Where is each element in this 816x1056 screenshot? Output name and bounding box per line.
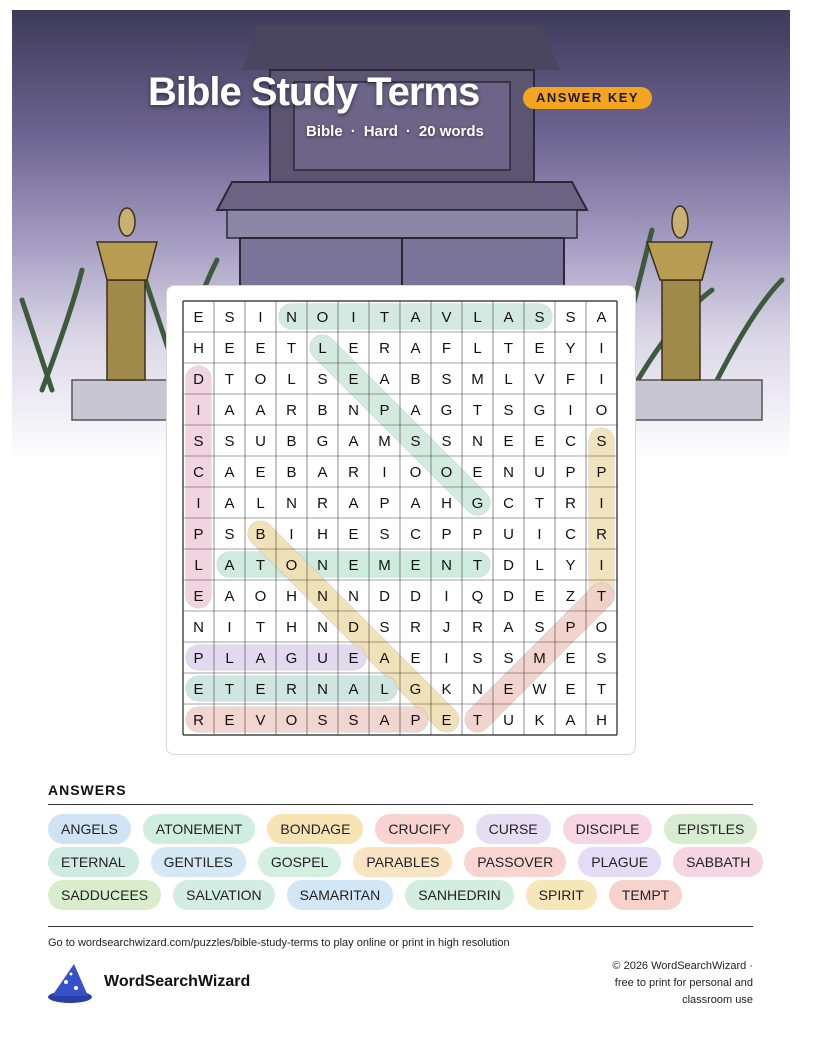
grid-letter[interactable]: M xyxy=(378,433,391,450)
grid-letter[interactable]: L xyxy=(194,557,203,574)
answer-chip: SPIRIT xyxy=(526,880,597,910)
grid-letter[interactable]: E xyxy=(193,681,204,698)
grid-letter[interactable]: I xyxy=(289,526,294,543)
grid-letter[interactable]: B xyxy=(410,371,421,388)
grid-letter[interactable]: T xyxy=(286,340,297,357)
grid-letter[interactable]: I xyxy=(196,495,201,512)
answer-chip: SAMARITAN xyxy=(287,880,394,910)
answer-chip: ATONEMENT xyxy=(143,814,256,844)
grid-letter[interactable]: C xyxy=(503,495,514,512)
answer-chip: SANHEDRIN xyxy=(405,880,513,910)
grid-letter[interactable]: E xyxy=(410,557,421,574)
grid-letter[interactable]: R xyxy=(286,402,297,419)
grid-letter[interactable]: E xyxy=(348,340,359,357)
grid-letter[interactable]: B xyxy=(286,464,297,481)
answer-chip: ETERNAL xyxy=(48,847,139,877)
grid-letter[interactable]: E xyxy=(224,340,235,357)
difficulty-label: Hard xyxy=(363,123,398,140)
grid-letter[interactable]: O xyxy=(595,402,608,419)
grid-letter[interactable]: A xyxy=(348,433,359,450)
grid-letter[interactable]: I xyxy=(444,588,449,605)
answer-chip: BONDAGE xyxy=(267,814,363,844)
grid-letter[interactable]: U xyxy=(255,433,266,450)
grid-letter[interactable]: N xyxy=(317,619,328,636)
answer-key-badge: ANSWER KEY xyxy=(523,87,652,109)
grid-letter[interactable]: S xyxy=(224,309,235,326)
grid-letter[interactable]: M xyxy=(533,650,546,667)
grid-letter[interactable]: R xyxy=(317,495,328,512)
grid-letter[interactable]: A xyxy=(255,650,266,667)
grid-letter[interactable]: R xyxy=(379,340,390,357)
grid-letter[interactable]: R xyxy=(348,464,359,481)
grid-letter[interactable]: I xyxy=(599,495,604,512)
grid-letter[interactable]: E xyxy=(348,371,359,388)
grid-letter[interactable]: H xyxy=(286,619,297,636)
grid-letter[interactable]: A xyxy=(410,309,421,326)
grid-letter[interactable]: S xyxy=(534,619,545,636)
footer-divider xyxy=(48,926,753,927)
grid-letter[interactable]: N xyxy=(317,557,328,574)
grid-letter[interactable]: N xyxy=(193,619,204,636)
grid-letter[interactable]: S xyxy=(472,650,483,667)
grid-letter[interactable]: S xyxy=(224,433,235,450)
grid-letter[interactable]: P xyxy=(565,464,576,481)
grid-letter[interactable]: P xyxy=(565,619,576,636)
grid-letter[interactable]: Z xyxy=(565,588,576,605)
grid-letter[interactable]: S xyxy=(410,433,421,450)
answer-chip: SADDUCEES xyxy=(48,880,161,910)
page-title: Bible Study Terms xyxy=(148,70,480,114)
grid-letter[interactable]: V xyxy=(441,309,452,326)
answer-chip: PASSOVER xyxy=(464,847,566,877)
grid-letter[interactable]: A xyxy=(410,402,421,419)
grid-letter[interactable]: E xyxy=(534,588,545,605)
grid-letter[interactable]: P xyxy=(596,464,607,481)
grid-letter[interactable]: G xyxy=(316,433,329,450)
grid-letter[interactable]: E xyxy=(472,464,483,481)
grid-letter[interactable]: S xyxy=(317,712,328,729)
grid-letter[interactable]: A xyxy=(224,588,235,605)
grid-letter[interactable]: O xyxy=(285,712,298,729)
grid-letter[interactable]: S xyxy=(503,402,514,419)
grid-letter[interactable]: E xyxy=(224,712,235,729)
grid-letter[interactable]: E xyxy=(255,681,266,698)
grid-letter[interactable]: N xyxy=(503,464,514,481)
answer-chip: SALVATION xyxy=(173,880,274,910)
grid-letter[interactable]: D xyxy=(379,588,390,605)
grid-letter[interactable]: D xyxy=(503,557,514,574)
grid-letter[interactable]: L xyxy=(473,340,482,357)
grid-letter[interactable]: T xyxy=(596,681,607,698)
answer-chip: CURSE xyxy=(476,814,551,844)
grid-letter[interactable]: O xyxy=(254,588,267,605)
puzzle-meta xyxy=(306,123,484,140)
grid-letter[interactable]: G xyxy=(285,650,298,667)
grid-letter[interactable]: T xyxy=(503,340,514,357)
grid-letter[interactable]: T xyxy=(472,557,483,574)
grid-letter[interactable]: F xyxy=(441,340,452,357)
answer-chip: GENTILES xyxy=(151,847,246,877)
grid-letter[interactable]: S xyxy=(503,650,514,667)
grid-letter[interactable]: M xyxy=(378,557,391,574)
copyright xyxy=(583,958,753,1009)
grid-letter[interactable]: E xyxy=(255,340,266,357)
grid-letter[interactable]: Q xyxy=(471,588,484,605)
grid-letter[interactable]: R xyxy=(286,681,297,698)
word-count-label: 20 words xyxy=(418,123,484,140)
grid-letter[interactable]: N xyxy=(286,495,297,512)
grid-letter[interactable]: N xyxy=(317,588,328,605)
grid-letter[interactable]: E xyxy=(565,681,576,698)
grid-letter[interactable]: A xyxy=(410,340,421,357)
grid-letter[interactable]: A xyxy=(410,495,421,512)
grid-letter[interactable]: I xyxy=(196,402,201,419)
grid-letter[interactable]: E xyxy=(503,433,514,450)
grid-letter[interactable]: D xyxy=(503,588,514,605)
grid-letter[interactable]: G xyxy=(440,402,453,419)
grid-letter[interactable]: S xyxy=(348,712,359,729)
grid-letter[interactable]: C xyxy=(410,526,421,543)
grid-letter[interactable]: D xyxy=(410,588,421,605)
grid-letter[interactable]: E xyxy=(348,557,359,574)
grid-letter[interactable]: N xyxy=(286,309,297,326)
grid-letter[interactable]: A xyxy=(224,495,235,512)
grid-letter[interactable]: S xyxy=(317,371,328,388)
grid-letter[interactable]: L xyxy=(504,371,513,388)
word-search-grid xyxy=(167,286,635,754)
grid-letter[interactable]: A xyxy=(565,712,576,729)
grid-letter[interactable]: H xyxy=(441,495,452,512)
separator-dot: · xyxy=(405,123,411,140)
grid-letter[interactable]: U xyxy=(503,526,514,543)
grid-letter[interactable]: O xyxy=(409,464,422,481)
grid-letter[interactable]: N xyxy=(472,433,483,450)
grid-letter[interactable]: E xyxy=(565,650,576,667)
grid-letter[interactable]: K xyxy=(534,712,545,729)
grid-letter[interactable]: R xyxy=(193,712,204,729)
grid-letter[interactable]: P xyxy=(193,526,204,543)
grid-letter[interactable]: I xyxy=(599,557,604,574)
grid-letter[interactable]: A xyxy=(348,495,359,512)
grid-letter[interactable]: R xyxy=(472,619,483,636)
grid-letter[interactable]: L xyxy=(256,495,265,512)
grid-letter[interactable]: J xyxy=(442,619,451,636)
grid-letter[interactable]: S xyxy=(193,433,204,450)
grid-letter[interactable]: V xyxy=(255,712,266,729)
grid-letter[interactable]: P xyxy=(410,712,421,729)
grid-letter[interactable]: H xyxy=(317,526,328,543)
grid-letter[interactable]: P xyxy=(441,526,452,543)
grid-letter[interactable]: B xyxy=(286,433,297,450)
grid-letter[interactable]: I xyxy=(537,526,542,543)
grid-letter[interactable]: T xyxy=(379,309,390,326)
grid-letter[interactable]: I xyxy=(382,464,387,481)
grid-letter[interactable]: I xyxy=(568,402,573,419)
grid-letter[interactable]: N xyxy=(317,681,328,698)
grid-letter[interactable]: D xyxy=(348,619,359,636)
grid-letter[interactable]: T xyxy=(255,557,266,574)
grid-letter[interactable]: A xyxy=(379,712,390,729)
grid-letter[interactable]: S xyxy=(565,309,576,326)
grid-letter[interactable]: C xyxy=(565,526,576,543)
grid-letter[interactable]: I xyxy=(444,650,449,667)
grid-letter[interactable]: A xyxy=(379,650,390,667)
answer-chip: PARABLES xyxy=(353,847,452,877)
grid-letter[interactable]: T xyxy=(224,681,235,698)
grid-letter[interactable]: T xyxy=(596,588,607,605)
grid-letter[interactable]: N xyxy=(441,557,452,574)
grid-letter[interactable]: C xyxy=(565,433,576,450)
grid-letter[interactable]: E xyxy=(441,712,452,729)
answers-divider xyxy=(48,804,753,805)
grid-letter[interactable]: S xyxy=(379,619,390,636)
grid-letter[interactable]: A xyxy=(224,402,235,419)
grid-letter[interactable]: U xyxy=(534,464,545,481)
grid-letter[interactable]: D xyxy=(193,371,204,388)
grid-letter[interactable]: A xyxy=(503,619,514,636)
grid-letter[interactable]: A xyxy=(379,371,390,388)
grid-letter[interactable]: L xyxy=(318,340,327,357)
grid-letter[interactable]: I xyxy=(351,309,356,326)
answer-chip: EPISTLES xyxy=(664,814,757,844)
grid-letter[interactable]: B xyxy=(255,526,266,543)
grid-letter[interactable]: V xyxy=(534,371,545,388)
grid-letter[interactable]: N xyxy=(348,402,359,419)
grid-letter[interactable]: L xyxy=(287,371,296,388)
grid-letter[interactable]: A xyxy=(317,464,328,481)
grid-letter[interactable]: L xyxy=(535,557,544,574)
grid-letter[interactable]: H xyxy=(286,588,297,605)
grid-letter[interactable]: H xyxy=(596,712,607,729)
grid-letter[interactable]: I xyxy=(599,371,604,388)
grid-letter[interactable]: S xyxy=(596,650,607,667)
grid-letter[interactable]: E xyxy=(348,650,359,667)
grid-letter[interactable]: O xyxy=(316,309,329,326)
grid-letter[interactable]: R xyxy=(596,526,607,543)
grid-letter[interactable]: E xyxy=(503,681,514,698)
grid-letter[interactable]: U xyxy=(503,712,514,729)
grid-letter[interactable]: L xyxy=(380,681,389,698)
grid-letter[interactable]: T xyxy=(472,712,483,729)
grid-letter[interactable]: E xyxy=(410,650,421,667)
grid-letter[interactable]: L xyxy=(225,650,234,667)
grid-letter[interactable]: P xyxy=(472,526,483,543)
category-label: Bible xyxy=(306,123,343,140)
grid-letter[interactable]: K xyxy=(441,681,452,698)
answer-chip: TEMPT xyxy=(609,880,682,910)
puzzle-card xyxy=(166,285,636,755)
answer-chip: ANGELS xyxy=(48,814,131,844)
grid-letter[interactable]: T xyxy=(255,619,266,636)
grid-letter[interactable]: A xyxy=(596,309,607,326)
grid-letter[interactable]: I xyxy=(227,619,232,636)
grid-letter[interactable]: S xyxy=(596,433,607,450)
grid-letter[interactable]: A xyxy=(224,557,235,574)
separator-dot: · xyxy=(350,123,356,140)
answer-chip: DISCIPLE xyxy=(563,814,653,844)
answer-chip: GOSPEL xyxy=(258,847,342,877)
grid-letter[interactable]: O xyxy=(595,619,608,636)
grid-letter[interactable]: H xyxy=(193,340,204,357)
grid-letter[interactable]: I xyxy=(258,309,263,326)
grid-letter[interactable]: E xyxy=(193,588,204,605)
answer-chip: CRUCIFY xyxy=(375,814,463,844)
brand-name: WordSearchWizard xyxy=(104,973,251,990)
grid-letter[interactable]: P xyxy=(193,650,204,667)
grid-letter[interactable]: T xyxy=(224,371,235,388)
grid-letter[interactable]: O xyxy=(440,464,453,481)
grid-letter[interactable]: N xyxy=(348,588,359,605)
grid-letter[interactable]: S xyxy=(441,433,452,450)
grid-letter[interactable]: R xyxy=(565,495,576,512)
grid-letter[interactable]: G xyxy=(409,681,422,698)
copyright-line: classroom use xyxy=(682,994,753,1006)
grid-letter[interactable]: L xyxy=(473,309,482,326)
grid-letter[interactable]: E xyxy=(534,433,545,450)
answer-chip: SABBATH xyxy=(673,847,763,877)
grid-letter[interactable]: G xyxy=(471,495,484,512)
grid-letter[interactable]: G xyxy=(533,402,546,419)
wizard-hat-icon xyxy=(46,962,94,1004)
grid-letter[interactable]: C xyxy=(193,464,204,481)
grid-letter[interactable]: T xyxy=(472,402,483,419)
grid-letter[interactable]: I xyxy=(599,340,604,357)
answers-heading: ANSWERS xyxy=(48,782,127,798)
grid-letter[interactable]: A xyxy=(255,402,266,419)
grid-letter[interactable]: O xyxy=(254,371,267,388)
grid-letter[interactable]: W xyxy=(532,681,547,698)
grid-letter[interactable]: R xyxy=(410,619,421,636)
copyright-line: free to print for personal and xyxy=(614,977,753,989)
grid-letter[interactable]: S xyxy=(379,526,390,543)
grid-letter[interactable]: U xyxy=(317,650,328,667)
grid-letter[interactable]: A xyxy=(503,309,514,326)
copyright-line: © 2026 WordSearchWizard · xyxy=(612,960,753,972)
answer-chip: PLAGUE xyxy=(578,847,661,877)
grid-letter[interactable]: Y xyxy=(565,557,576,574)
grid-letter[interactable]: B xyxy=(317,402,328,419)
grid-letter[interactable]: E xyxy=(255,464,266,481)
grid-letter[interactable]: S xyxy=(224,526,235,543)
grid-letter[interactable]: E xyxy=(193,309,204,326)
grid-letter[interactable]: Y xyxy=(565,340,576,357)
grid-letter[interactable]: S xyxy=(441,371,452,388)
grid-letter[interactable]: O xyxy=(285,557,298,574)
grid-letter[interactable]: P xyxy=(379,495,390,512)
footer-link[interactable]: Go to wordsearchwizard.com/puzzles/bible-study-terms to play online or print in high resolution xyxy=(48,937,510,949)
grid-letter[interactable]: S xyxy=(534,309,545,326)
grid-letter[interactable]: A xyxy=(348,681,359,698)
grid-letter[interactable]: F xyxy=(565,371,576,388)
grid-letter[interactable]: T xyxy=(534,495,545,512)
grid-letter[interactable]: M xyxy=(471,371,484,388)
grid-letter[interactable]: E xyxy=(534,340,545,357)
grid-letter[interactable]: E xyxy=(348,526,359,543)
grid-letter[interactable]: P xyxy=(379,402,390,419)
grid-letter[interactable]: A xyxy=(224,464,235,481)
grid-letter[interactable]: N xyxy=(472,681,483,698)
